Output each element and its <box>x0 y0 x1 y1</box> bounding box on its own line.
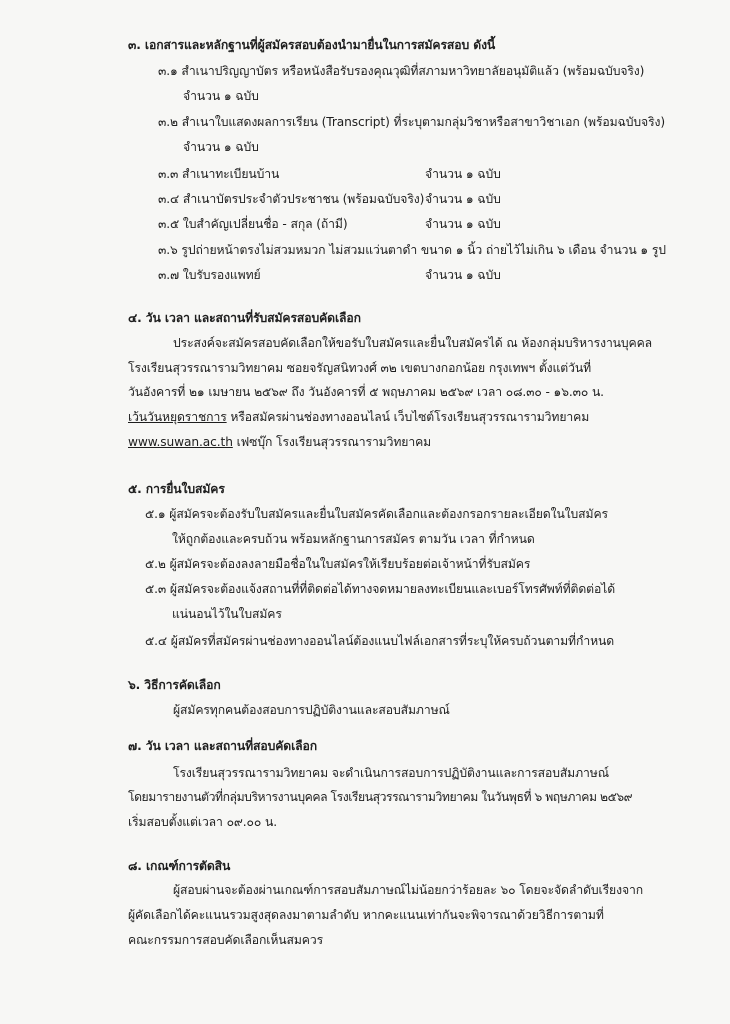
section-4-line-3: วันอังคารที่ ๒๑ เมษายน ๒๕๖๙ ถึง วันอังคารที่ ๕ พฤษภาคม ๒๕๖๙ เวลา ๐๘.๓๐ - ๑๖.๓๐ น. <box>128 385 604 399</box>
item-5-1: ๕.๑ ผู้สมัครจะต้องรับใบสมัครและยื่นใบสมัครคัดเลือกและต้องกรอกรายละเอียดในใบสมัคร <box>145 507 608 521</box>
item-3-5: ๓.๕ ใบสำคัญเปลี่ยนชื่อ - สกุล (ถ้ามี) <box>158 217 348 231</box>
section-8-heading: ๘. เกณฑ์การตัดสิน <box>128 859 231 873</box>
item-3-2-quantity: จำนวน ๑ ฉบับ <box>183 140 259 154</box>
item-3-4-quantity: จำนวน ๑ ฉบับ <box>425 192 501 206</box>
section-4-line-1: ประสงค์จะสมัครสอบคัดเลือกให้ขอรับใบสมัครและยื่นใบสมัครได้ ณ ห้องกลุ่มบริหารงานบุคคล <box>173 336 653 350</box>
section-8-line-1: ผู้สอบผ่านจะต้องผ่านเกณฑ์การสอบสัมภาษณ์ไม่น้อยกว่าร้อยละ ๖๐ โดยจะจัดลำดับเรียงจาก <box>173 883 644 897</box>
section-7-heading: ๗. วัน เวลา และสถานที่สอบคัดเลือก <box>128 739 318 753</box>
website-link[interactable]: www.suwan.ac.th <box>128 435 233 449</box>
item-3-7: ๓.๗ ใบรับรองแพทย์ <box>158 268 261 282</box>
section-7-line-1: โรงเรียนสุวรรณารามวิทยาคม จะดำเนินการสอบการปฏิบัติงานและการสอบสัมภาษณ์ <box>173 766 609 780</box>
section-4-line-2: โรงเรียนสุวรรณารามวิทยาคม ซอยจรัญสนิทวงศ์ ๓๒ เขตบางกอกน้อย กรุงเทพฯ ตั้งแต่วันที่ <box>128 361 592 375</box>
section-4-line-4 <box>128 409 589 425</box>
item-3-3-quantity: จำนวน ๑ ฉบับ <box>425 167 501 181</box>
item-5-3-cont: แน่นอนไว้ในใบสมัคร <box>172 607 282 621</box>
item-3-6: ๓.๖ รูปถ่ายหน้าตรงไม่สวมหมวก ไม่สวมแว่นตาดำ ขนาด ๑ นิ้ว ถ่ายไว้ไม่เกิน ๖ เดือน จำนวน ๑ รูป <box>158 243 666 257</box>
section-4-heading: ๔. วัน เวลา และสถานที่รับสมัครสอบคัดเลือก <box>128 311 361 325</box>
section-6-text: ผู้สมัครทุกคนต้องสอบการปฏิบัติงานและสอบสัมภาษณ์ <box>173 703 450 717</box>
section-7-line-3: เริ่มสอบตั้งแต่เวลา ๐๙.๐๐ น. <box>128 815 277 829</box>
section-8-line-3: คณะกรรมการสอบคัดเลือกเห็นสมควร <box>128 933 324 947</box>
item-5-3: ๕.๓ ผู้สมัครจะต้องแจ้งสถานที่ที่ติดต่อได้ทางจดหมายลงทะเบียนและเบอร์โทรศัพท์ที่ติดต่อได้ <box>145 582 616 596</box>
item-3-4: ๓.๔ สำเนาบัตรประจำตัวประชาชน (พร้อมฉบับจริง) <box>158 192 425 206</box>
item-5-2: ๕.๒ ผู้สมัครจะต้องลงลายมือชื่อในใบสมัครให้เรียบร้อยต่อเจ้าหน้าที่รับสมัคร <box>145 557 531 571</box>
item-5-4: ๕.๔ ผู้สมัครที่สมัครผ่านช่องทางออนไลน์ต้องแนบไฟล์เอกสารที่ระบุให้ครบถ้วนตามที่กำหนด <box>145 634 615 648</box>
section-4-line-5 <box>128 434 431 450</box>
item-3-3: ๓.๓ สำเนาทะเบียนบ้าน <box>158 167 280 181</box>
item-3-5-quantity: จำนวน ๑ ฉบับ <box>425 217 501 231</box>
item-3-1-quantity: จำนวน ๑ ฉบับ <box>183 89 259 103</box>
item-3-2: ๓.๒ สำเนาใบแสดงผลการเรียน (Transcript) ที่ระบุตามกลุ่มวิชาหรือสาขาวิชาเอก (พร้อมฉบับจริง) <box>158 115 666 129</box>
section-7-line-2: โดยมารายงานตัวที่กลุ่มบริหารงานบุคคล โรงเรียนสุวรรณารามวิทยาคม ในวันพุธที่ ๖ พฤษภาคม ๒๕๖๙ <box>128 790 633 804</box>
item-5-1-cont: ให้ถูกต้องและครบถ้วน พร้อมหลักฐานการสมัคร ตามวัน เวลา ที่กำหนด <box>172 532 535 546</box>
item-3-7-quantity: จำนวน ๑ ฉบับ <box>425 268 501 282</box>
online-application-text: หรือสมัครผ่านช่องทางออนไลน์ เว็บไซต์โรงเรียนสุวรรณารามวิทยาคม <box>226 410 590 424</box>
item-3-1: ๓.๑ สำเนาปริญญาบัตร หรือหนังสือรับรองคุณวุฒิที่สภามหาวิทยาลัยอนุมัติแล้ว (พร้อมฉบับจริง) <box>158 64 645 78</box>
facebook-text: เฟซบุ๊ก โรงเรียนสุวรรณารามวิทยาคม <box>232 435 432 449</box>
section-5-heading: ๕. การยื่นใบสมัคร <box>128 482 225 496</box>
except-holidays-note: เว้นวันหยุดราชการ <box>128 410 227 424</box>
section-3-heading: ๓. เอกสารและหลักฐานที่ผู้สมัครสอบต้องนำมายื่นในการสมัครสอบ ดังนี้ <box>128 38 496 52</box>
section-8-line-2: ผู้คัดเลือกได้คะแนนรวมสูงสุดลงมาตามลำดับ หากคะแนนเท่ากันจะพิจารณาด้วยวิธีการตามที่ <box>128 908 604 922</box>
section-6-heading: ๖. วิธีการคัดเลือก <box>128 678 221 692</box>
